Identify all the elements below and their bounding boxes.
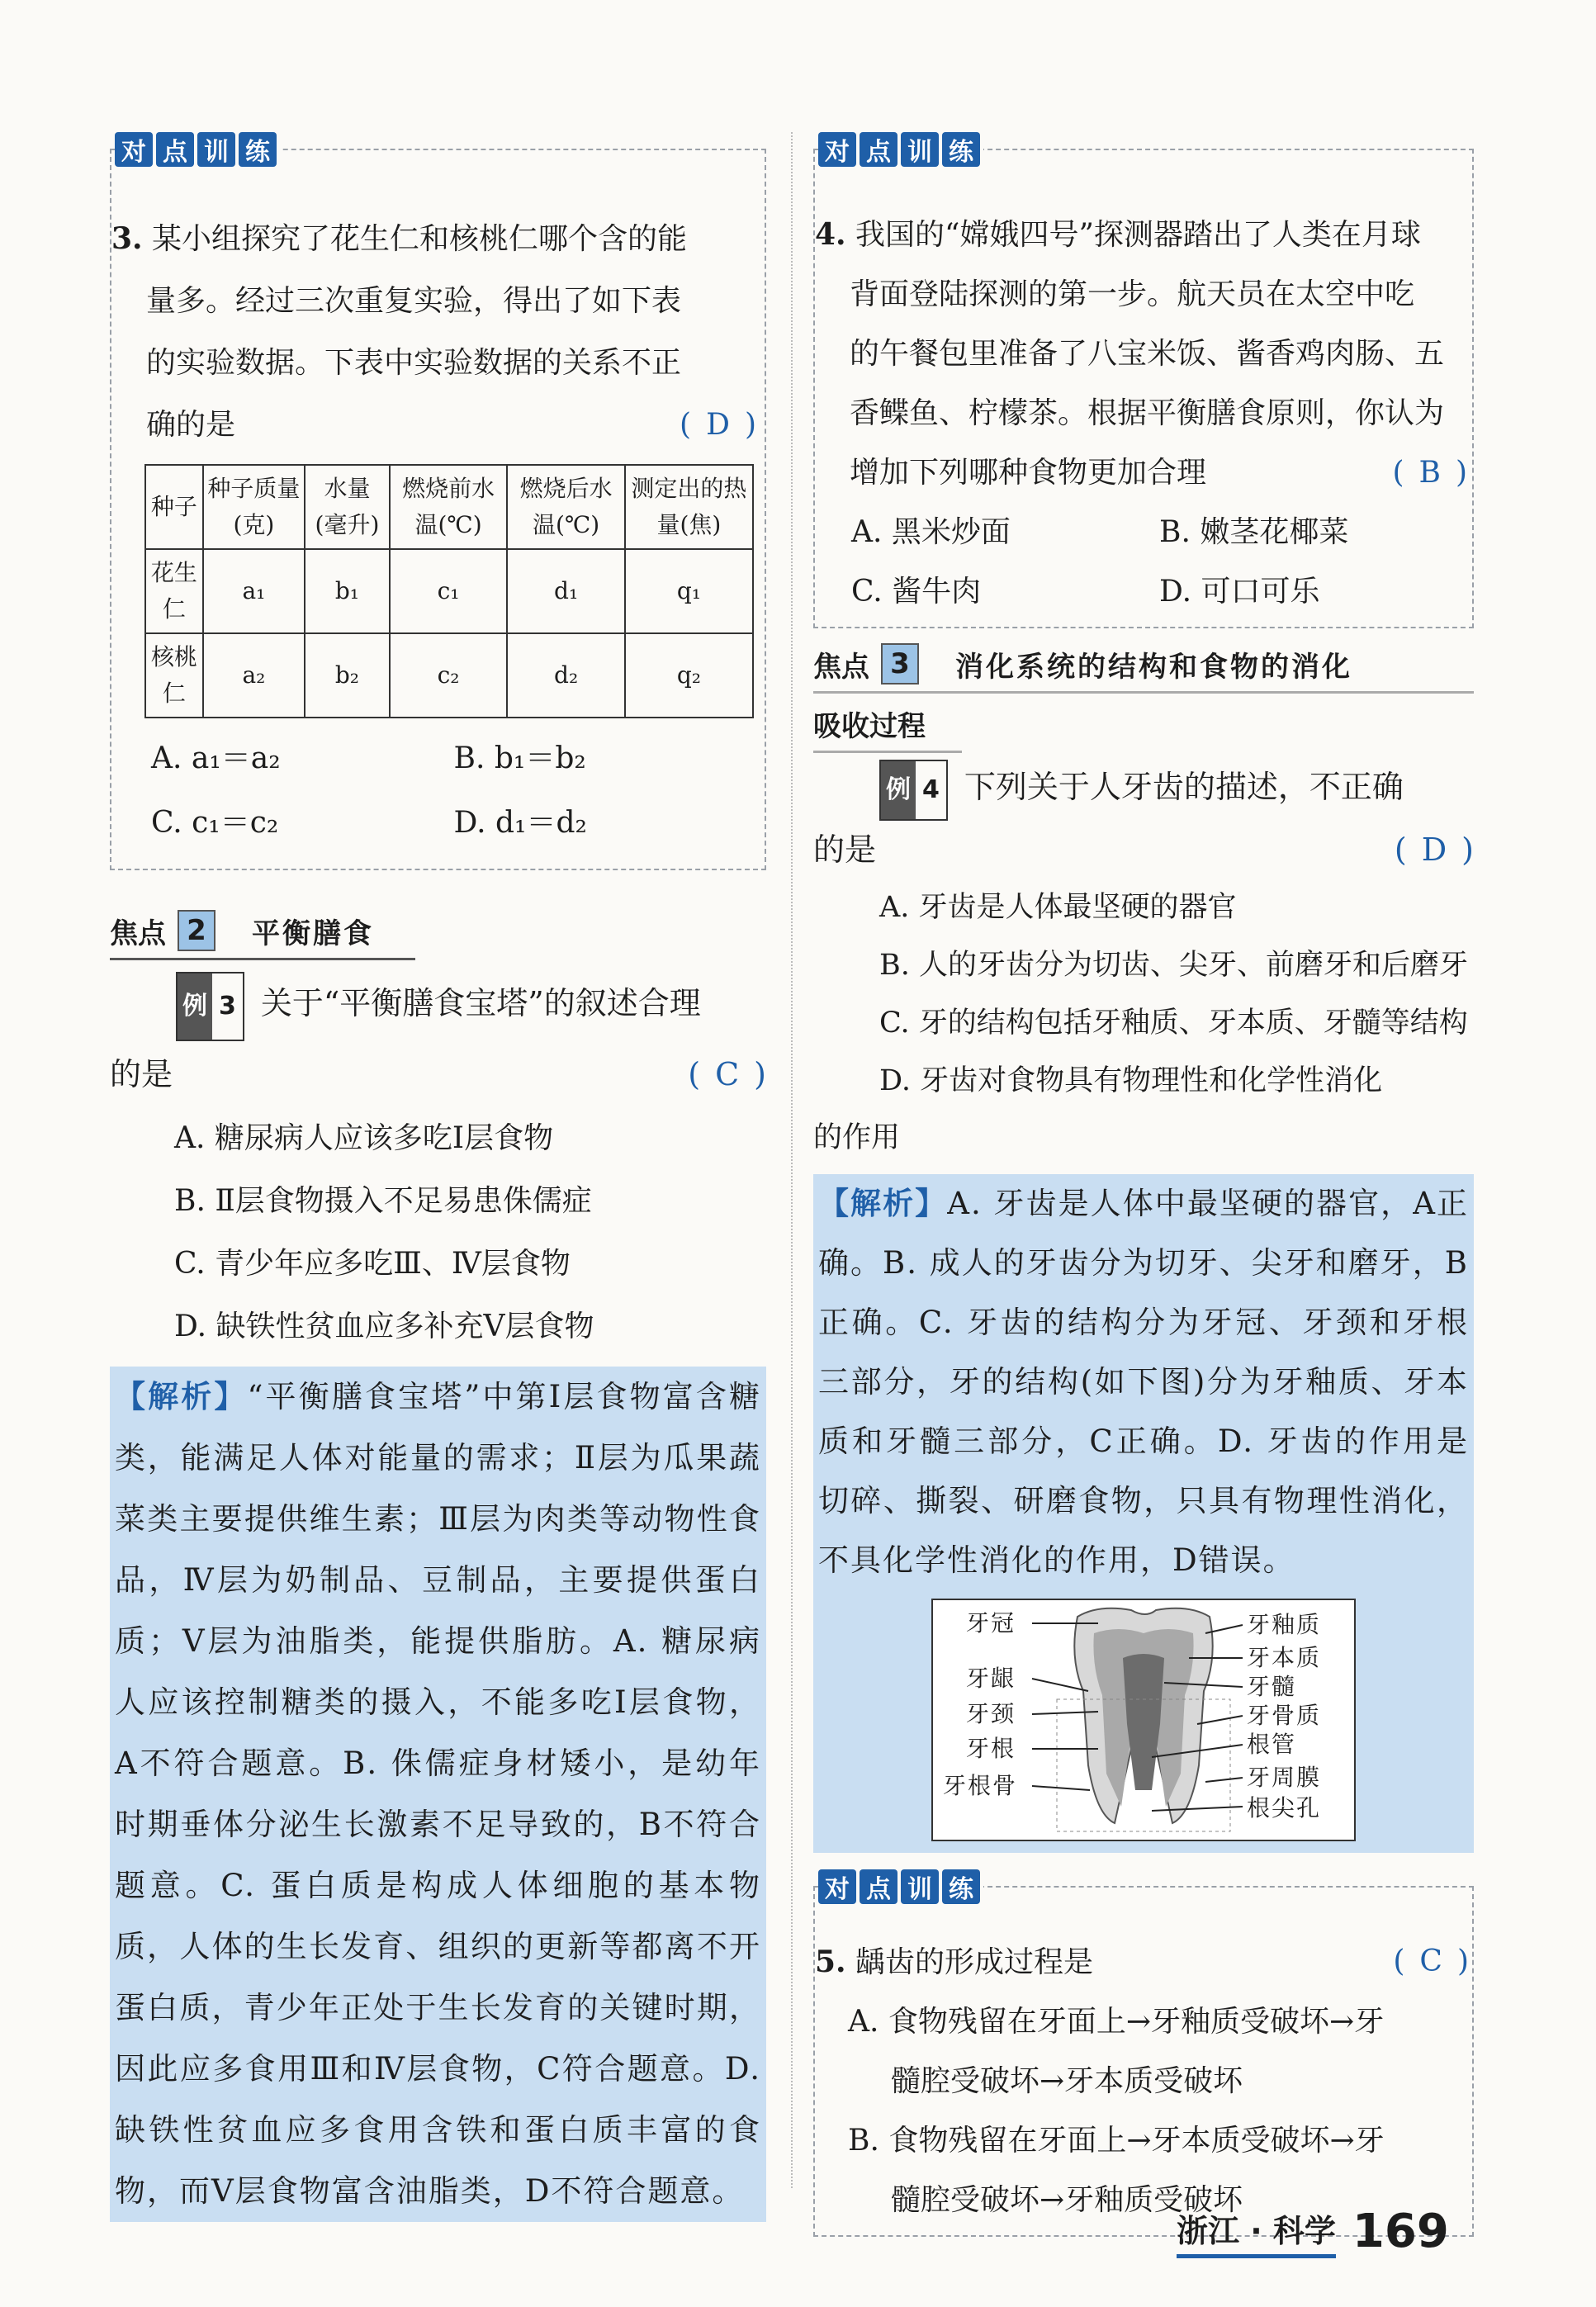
practice-box-q5 — [813, 1874, 1474, 2237]
answer-ex4: ( D ) — [1394, 831, 1474, 868]
focus-3-heading: 焦点 3 消化系统的结构和食物的消化 吸收过程 — [813, 643, 1474, 753]
answer-q5: ( C ) — [1393, 1944, 1469, 1978]
answer-q4: ( B ) — [1392, 456, 1467, 490]
tooth-diagram: 牙冠 牙龈 牙颈 牙根 牙根骨 牙釉质 牙本质 牙髓 牙骨质 根管 牙周膜 根尖孔 — [931, 1599, 1356, 1841]
ex4-options: A. 牙齿是人体最坚硬的器官 B. 人的牙齿分为切齿、尖牙、前磨牙和后磨牙 C. 牙的结构包括牙釉质、牙本质、牙髓等结构 D. 牙齿对食物具有物理性和化学性消化 — [879, 890, 1468, 1097]
answer-ex3: ( C ) — [688, 1055, 766, 1092]
table-row: 核桃仁 a₂ b₂ c₂ d₂ q₂ — [145, 633, 753, 718]
question-4: 4. 我国的“嫦娥四号”探测器踏出了人类在月球 背面登陆探测的第一步。航天员在太空中吃 的午餐包里准备了八宝米饭、酱香鸡肉肠、五 香鲽鱼、柠檬茶。根据平衡膳食原则，你认为 增加下列哪种食物更加合理 ( B ) — [815, 205, 1467, 503]
question-5: 5. 龋齿的形成过程是 ( C ) A. 食物残留在牙面上→牙釉质受破坏→牙 髓腔受破坏→牙本质受破坏 B. 食物残留在牙面上→牙本质受破坏→牙 髓腔受破坏→牙釉质受破坏 — [815, 1932, 1469, 2230]
data-table — [144, 464, 754, 718]
table-row: 花生仁 a₁ b₁ c₁ d₁ q₁ — [145, 549, 753, 633]
ex3-options: A. 糖尿病人应该多吃Ⅰ层食物 B. Ⅱ层食物摄入不足易患侏儒症 C. 青少年应多吃Ⅲ、Ⅳ层食物 D. 缺铁性贫血应多补充Ⅴ层食物 — [174, 1120, 594, 1343]
page-number: 169 — [1352, 2205, 1449, 2258]
column-divider — [791, 132, 793, 2188]
right-column: 对 点 训 练 4. 我国的“嫦娥四号”探测器踏出了人类在月球 背面登陆探测的第一步。航天员在太空中吃 的午餐包里准备了八宝米饭、酱香鸡肉肠、五 香鲽鱼、柠檬茶。根据平衡膳食原则，你认为 增加下列哪种食物更加合理 ( B ) A. 黑米炒面 B. 嫩茎花椰菜 C. 酱牛肉 D. 可口可乐 焦点 3 消化系统的结构和食物的消化 吸收过程 例 4 下列关于人牙齿的描述，不正确 的是 ( D ) A. 牙齿是人体最坚硬的器官 B. 人的牙齿分为切齿、尖牙、前磨牙和后磨牙 C. 牙的结构包括牙釉质、牙本质、牙髓等结构 D. 牙齿对食物具有物理性和化学性消化 的作用 【解析】A. 牙齿是人体中最坚硬的器官，A正确。B. 成人的牙齿分为切牙、尖牙和磨牙，B正确。C. 牙齿的结构分为牙冠、牙颈和牙根三部分，牙的结构(如下图)分为牙釉质、牙本质和牙髓三部分，C正确。D. 牙齿的作用是切碎、撕裂、研磨食物，只具有物理性消化，不具化学性消化的作用，D错误。 牙冠 牙龈 牙颈 牙根 牙根骨 牙釉质 牙本质 牙髓 牙骨质 根管 牙周膜 根尖孔 对 点 训 练 5. 龋齿的形成过程是 ( C ) A. 食物残留在牙面上→牙釉质受破坏→牙 髓腔受破坏→牙本质受破坏 B. 食物残留在牙面上→牙本质受破坏→牙 髓腔受破坏→牙釉质受破坏 — [813, 149, 1474, 2237]
example-mark: 例 3 — [176, 972, 244, 1041]
analysis-ex4: 【解析】A. 牙齿是人体中最坚硬的器官，A正确。B. 成人的牙齿分为切牙、尖牙和磨牙，B正确。C. 牙齿的结构分为牙冠、牙颈和牙根三部分，牙的结构(如下图)分为牙釉质、牙本质和牙髓三部分，C正确。D. 牙齿的作用是切碎、撕裂、研磨食物，只具有物理性消化，不具化学性消化的作用，D错误。 牙冠 牙龈 牙颈 牙根 牙根骨 牙釉质 牙本质 牙髓 牙骨质 根管 牙周膜 根尖孔 — [813, 1174, 1474, 1853]
footer-region: 浙江 · 科学 — [1177, 2205, 1336, 2258]
example-3: 例 3 关于“平衡膳食宝塔”的叙述合理 的是 ( C ) — [110, 970, 766, 1107]
practice-tag: 对 点 训 练 — [115, 132, 280, 167]
answer-q3: ( D ) — [680, 408, 756, 442]
page-footer — [1177, 2205, 1449, 2258]
example-mark: 例 4 — [879, 760, 948, 821]
q3-options: A. a₁＝a₂ B. b₁＝b₂ C. c₁＝c₂ D. d₁＝d₂ — [151, 741, 587, 840]
focus-2-heading: 焦点 2 平衡膳食 — [110, 910, 415, 960]
example-4: 例 4 下列关于人牙齿的描述，不正确 的是 ( D ) — [813, 758, 1474, 879]
practice-tag: 对 点 训 练 — [818, 132, 983, 167]
table-header-row: 种子 种子质量(克) 水量(毫升) 燃烧前水温(℃) 燃烧后水温(℃) 测定出的热量(焦) — [145, 465, 753, 549]
practice-box-q3 — [110, 138, 766, 870]
practice-box-q4 — [813, 138, 1474, 628]
practice-tag: 对 点 训 练 — [818, 1869, 983, 1904]
analysis-ex3: 【解析】“平衡膳食宝塔”中第Ⅰ层食物富含糖类，能满足人体对能量的需求；Ⅱ层为瓜果蔬菜类主要提供维生素；Ⅲ层为肉类等动物性食品，Ⅳ层为奶制品、豆制品，主要提供蛋白质；Ⅴ层为油脂类，能提供脂肪。A. 糖尿病人应该控制糖类的摄入，不能多吃Ⅰ层食物，A不符合题意。B. 侏儒症身材矮小，是幼年时期垂体分泌生长激素不足导致的，B不符合题意。C. 蛋白质是构成人体细胞的基本物质，人体的生长发育、组织的更新等都离不开蛋白质，青少年正处于生长发育的关键时期，因此应多食用Ⅲ和Ⅳ层食物，C符合题意。D. 缺铁性贫血应多食用含铁和蛋白质丰富的食物，而Ⅴ层食物富含油脂类，D不符合题意。 — [110, 1367, 766, 2222]
question-3: 3. 某小组探究了花生仁和核桃仁哪个含的能 量多。经过三次重复实验，得出了如下表 的实验数据。下表中实验数据的关系不正 确的是 ( D ) — [111, 208, 756, 456]
left-column — [110, 138, 766, 2222]
q4-options: A. 黑米炒面 B. 嫩茎花椰菜 C. 酱牛肉 D. 可口可乐 — [851, 515, 1349, 609]
